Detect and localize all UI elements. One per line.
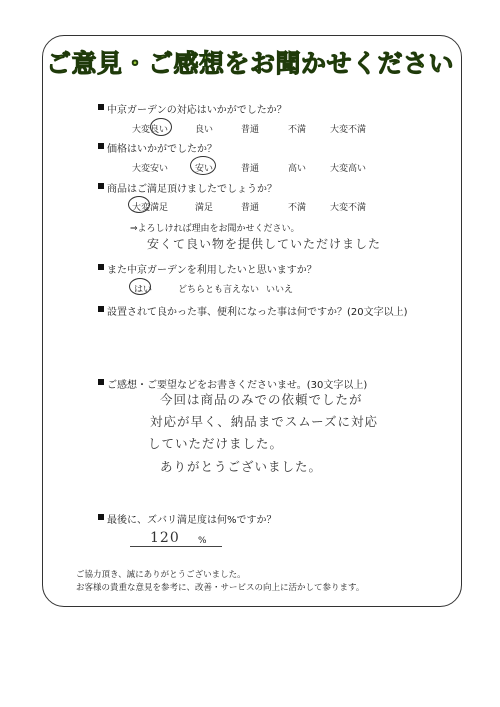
q1-option-very-good[interactable]: 大変良い (132, 125, 169, 135)
question-comments: ご感想・ご要望などをお書きくださいませ。(30文字以上) (107, 376, 367, 391)
q3-selection-circle (128, 196, 150, 213)
q3-option-satisfied[interactable]: 満足 (195, 203, 214, 213)
q2-option-normal[interactable]: 普通 (241, 164, 260, 174)
footer-note: お客様の貴重な意見を参考に、改善・サービスの向上に活かして参ります。 (76, 583, 365, 593)
q1-option-normal[interactable]: 普通 (241, 125, 260, 135)
q1-option-dissatisfied[interactable]: 不満 (288, 125, 307, 135)
q2-option-very-cheap[interactable]: 大変安い (132, 164, 169, 174)
q3-reason-prompt: ⇒よろしければ理由をお聞かせください。 (130, 224, 300, 234)
q2-option-cheap[interactable]: 安い (195, 164, 214, 174)
question-reuse: また中京ガーデンを利用したいと思いますか？ (107, 261, 317, 276)
q3-reason-answer: 安くて良い物を提供していただけました (147, 237, 382, 251)
satisfaction-underline (130, 546, 222, 547)
question-satisfaction-percent: 最後に、ズバリ満足度は何%ですか？ (107, 511, 277, 526)
q1-selection-circle (150, 118, 172, 136)
footer-thanks: ご協力頂き、誠にありがとうございました。 (76, 570, 246, 580)
page-title: ご意見・ご感想をお聞かせください (45, 49, 454, 78)
q4-option-yes[interactable]: はい (134, 285, 153, 295)
q4-option-neither[interactable]: どちらとも言えない (178, 285, 260, 295)
q1-option-good[interactable]: 良い (195, 125, 214, 135)
question-staff-response: 中京ガーデンの対応はいかがでしたか？ (107, 101, 287, 116)
q3-option-very-dissatisfied[interactable]: 大変不満 (330, 203, 367, 213)
q3-option-very-satisfied[interactable]: 大変満足 (132, 203, 169, 213)
q4-selection-circle (129, 278, 151, 295)
q3-option-dissatisfied[interactable]: 不満 (288, 203, 307, 213)
satisfaction-value: 120 (150, 530, 180, 546)
q3-option-normal[interactable]: 普通 (241, 203, 260, 213)
comment-line-2: 対応が早く、納品までスムーズに対応 (150, 414, 379, 429)
q2-selection-circle (190, 156, 216, 175)
q2-option-expensive[interactable]: 高い (288, 164, 307, 174)
q1-option-very-dissatisfied[interactable]: 大変不満 (330, 125, 367, 135)
q2-option-very-expensive[interactable]: 大変高い (330, 164, 367, 174)
comment-line-4: ありがとうございました。 (160, 459, 323, 474)
comment-line-3: していただけました。 (148, 436, 284, 451)
comment-line-1: 今回は商品のみでの依頼でしたが (160, 392, 363, 407)
question-price: 価格はいかがでしたか？ (107, 140, 217, 155)
satisfaction-unit: % (198, 536, 207, 546)
question-product-satisfaction: 商品はご満足頂けましたでしょうか？ (107, 180, 277, 195)
question-benefits: 設置されて良かった事、便利になった事は何ですか？(20文字以上) (107, 303, 408, 318)
q4-option-no[interactable]: いいえ (266, 285, 294, 295)
